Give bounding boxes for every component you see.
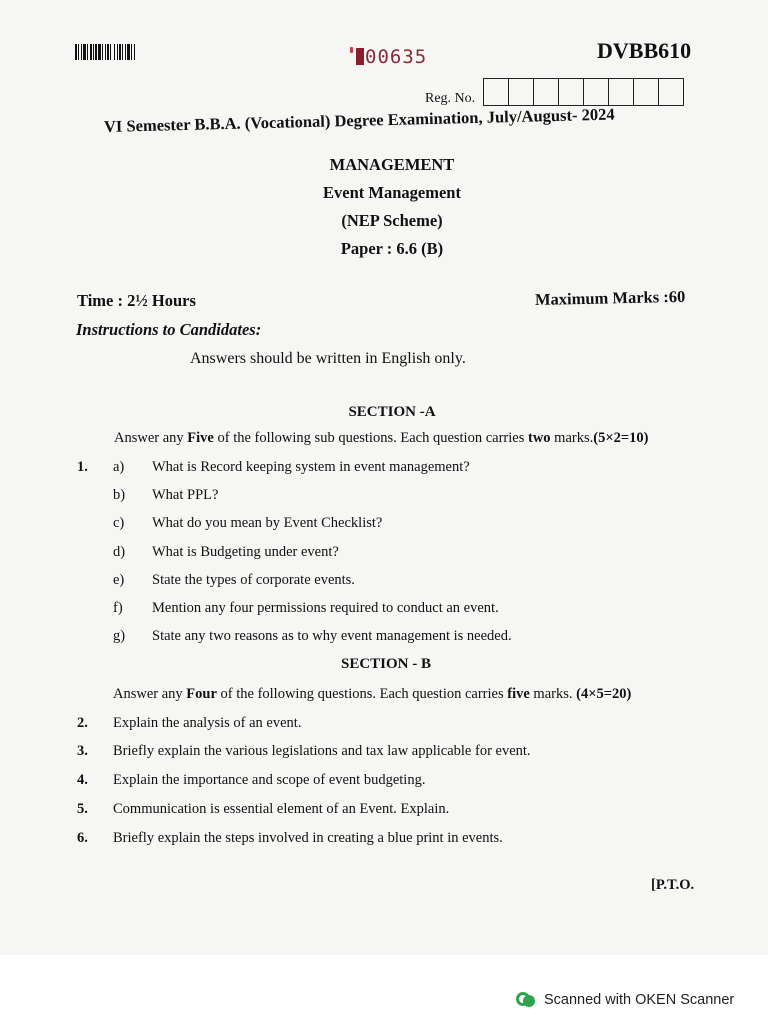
reg-no-label: Reg. No. <box>425 91 476 106</box>
serial-number: 00635 <box>356 46 427 68</box>
question-number: 6. <box>77 830 88 846</box>
section-b-heading: SECTION - B <box>340 656 432 672</box>
sub-question-text: State the types of corporate events. <box>152 572 355 588</box>
maximum-marks: Maximum Marks :60 <box>534 286 686 309</box>
question-text: Explain the importance and scope of event budgeting. <box>113 772 426 788</box>
sub-question-text: What do you mean by Event Checklist? <box>152 515 383 531</box>
oken-scanner-logo-icon <box>516 990 536 1010</box>
scanner-footer <box>516 990 734 1010</box>
sub-question-label: f) <box>113 600 123 616</box>
scanner-text: Scanned with OKEN Scanner <box>544 992 735 1008</box>
stamp-mark <box>350 47 353 53</box>
question-text: Briefly explain the steps involved in creating a blue print in events. <box>113 830 503 846</box>
sub-question-text: What PPL? <box>152 487 219 503</box>
sub-question-label: d) <box>113 544 126 560</box>
exam-title: VI Semester B.B.A. (Vocational) Degree Examination, July/August- 2024 <box>103 104 615 136</box>
sub-question-label: a) <box>113 459 125 475</box>
time-allowed: Time : 2½ Hours <box>77 291 196 310</box>
question-text: Explain the analysis of an event. <box>113 715 302 731</box>
question-number: 1. <box>77 459 88 475</box>
scheme-title: (NEP Scheme) <box>341 211 443 230</box>
barcode <box>75 44 185 60</box>
question-number: 2. <box>77 715 88 731</box>
course-title: Event Management <box>323 183 461 202</box>
paper-code: DVBB610 <box>597 38 692 63</box>
paper-number: Paper : 6.6 (B) <box>340 239 444 258</box>
sub-question-text: What is Record keeping system in event management? <box>152 459 470 475</box>
sub-question-label: c) <box>113 515 125 531</box>
question-number: 4. <box>77 772 88 788</box>
reg-no-boxes <box>483 78 684 106</box>
subject-title: MANAGEMENT <box>329 155 455 174</box>
section-b-instruction: Answer any Four of the following questions. Each question carries five marks. (4×5=20) <box>113 686 632 702</box>
sub-question-text: Mention any four permissions required to conduct an event. <box>152 600 499 616</box>
sub-question-text: State any two reasons as to why event management is needed. <box>152 628 512 644</box>
question-number: 5. <box>77 801 88 817</box>
sub-question-label: g) <box>113 628 126 644</box>
please-turn-over: [P.T.O. <box>651 877 695 893</box>
question-text: Briefly explain the various legislations and tax law applicable for event. <box>113 743 531 759</box>
question-text: Communication is essential element of an Event. Explain. <box>113 801 450 817</box>
sub-question-label: e) <box>113 572 125 588</box>
question-number: 3. <box>77 743 88 759</box>
section-a-instruction: Answer any Five of the following sub questions. Each question carries two marks.(5×2=10) <box>114 430 649 446</box>
instructions-text: Answers should be written in English only. <box>190 350 466 367</box>
sub-question-text: What is Budgeting under event? <box>152 544 339 560</box>
instructions-heading: Instructions to Candidates: <box>76 320 262 339</box>
sub-question-label: b) <box>113 487 126 503</box>
section-a-heading: SECTION -A <box>348 404 436 420</box>
